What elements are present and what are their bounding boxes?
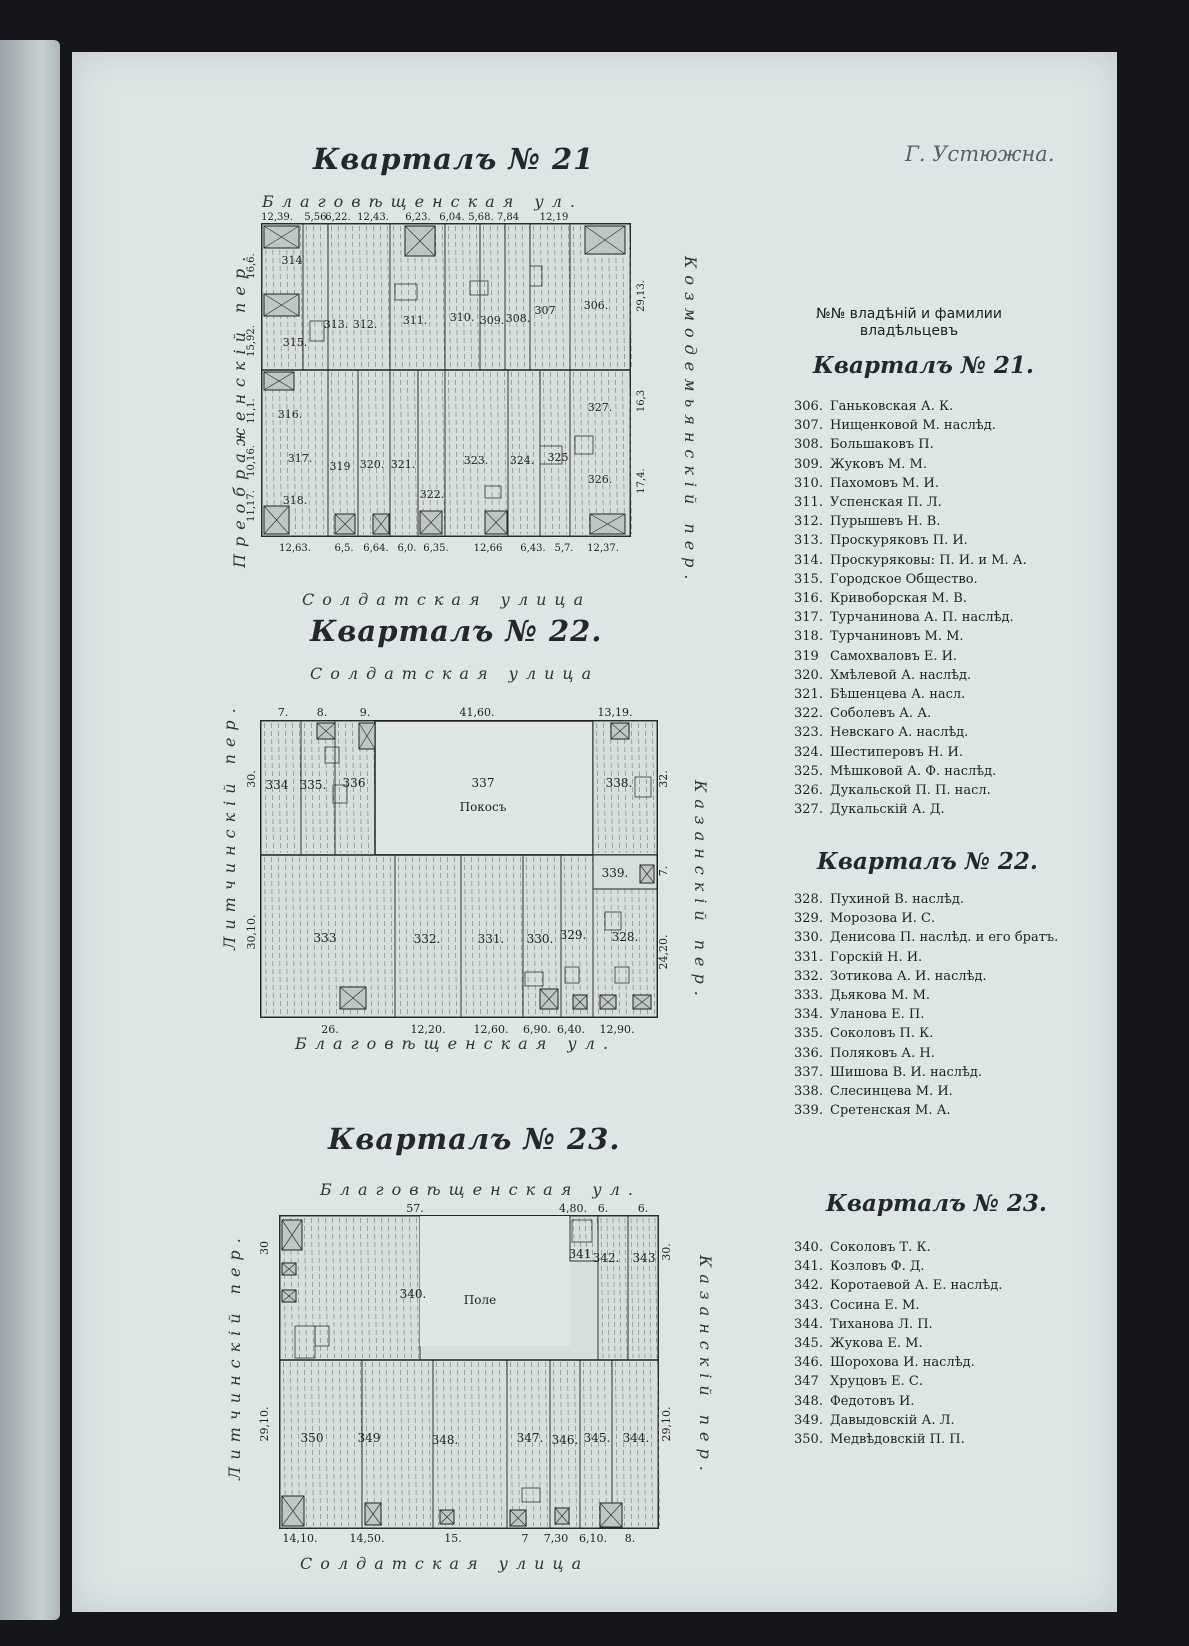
lot-number: 335. xyxy=(794,1026,823,1042)
lot-number: 315. xyxy=(794,571,823,587)
dimension-label: 7,30 xyxy=(543,1532,569,1545)
owner-name: Дукальской П. П. насл. xyxy=(830,783,991,799)
owner-entry xyxy=(794,928,1058,947)
owner-list-q21 xyxy=(794,397,1027,819)
owner-entry xyxy=(794,1005,1058,1024)
lot-number: 328. xyxy=(794,892,823,907)
lot-number: 329. xyxy=(794,911,823,927)
owner-entry xyxy=(794,781,1027,800)
lot-number: 323. xyxy=(794,725,823,741)
dimension-label: 30. xyxy=(660,1243,673,1261)
lot-label: 338. xyxy=(605,776,633,790)
lot-number: 347 xyxy=(794,1374,819,1390)
lot-number: 318. xyxy=(794,629,823,645)
map-title-q23: Кварталъ № 23. xyxy=(328,1122,621,1156)
owner-entry xyxy=(794,1044,1058,1063)
lot-label: 308. xyxy=(505,312,531,325)
dimension-label: 41,60. xyxy=(459,706,495,719)
dimension-label: 12,60. xyxy=(473,1023,509,1036)
dimension-label: 30. xyxy=(245,770,258,788)
lot-number: 349. xyxy=(794,1412,823,1428)
owner-name: Невскаго А. наслѣд. xyxy=(830,725,969,741)
lot-number: 307. xyxy=(794,418,823,434)
street-right-q23: Казанскій пер. xyxy=(696,1255,715,1478)
lot-number: 350. xyxy=(794,1432,823,1448)
street-left-q21: Преображенскій пер. xyxy=(230,249,249,568)
owner-name: Дьякова М. М. xyxy=(830,988,931,1004)
lot-label: 342. xyxy=(592,1251,620,1265)
lot-label: 325 xyxy=(547,451,569,464)
lot-label: 339. xyxy=(601,866,629,880)
dimension-label: 57. xyxy=(406,1202,424,1215)
lot-label: 334 xyxy=(265,778,289,792)
legend-title-q22: Кварталъ № 22. xyxy=(817,848,1038,875)
lot-number: 331. xyxy=(794,949,823,965)
owner-entry xyxy=(794,531,1027,550)
dimension-label: 8. xyxy=(316,706,328,719)
dimension-label: 12,37. xyxy=(587,543,619,554)
owner-name: Пухиной В. наслѣд. xyxy=(830,892,965,907)
lot-label: 350 xyxy=(300,1431,324,1445)
owner-entry xyxy=(794,1430,1002,1449)
street-right-q21: Козмодемьянскій пер. xyxy=(681,256,700,587)
owner-entry xyxy=(794,986,1058,1005)
dimension-label: 15. xyxy=(444,1532,462,1545)
owner-name: Проскуряковы: П. И. и М. А. xyxy=(830,552,1027,568)
owner-entry xyxy=(794,416,1027,435)
dimension-label: 11,17. xyxy=(246,490,257,522)
dimension-label: 14,10. xyxy=(282,1532,318,1545)
owner-name: Хмѣлевой А. наслѣд. xyxy=(830,667,972,683)
owner-name: Соболевъ А. А. xyxy=(830,706,932,722)
previous-page-edge xyxy=(0,40,60,1620)
owner-name: Медвѣдовскій П. П. xyxy=(830,1432,965,1448)
street-left-q23: Литчинскій пер. xyxy=(225,1231,244,1480)
owner-name: Пахомовъ М. И. xyxy=(830,475,939,491)
dimension-label: 24,20. xyxy=(657,934,670,970)
owner-entry xyxy=(794,627,1027,646)
dimension-label: 16,3 xyxy=(636,389,647,413)
owner-entry xyxy=(794,474,1027,493)
street-bottom-q22: Благовѣщенская ул. xyxy=(295,1034,616,1053)
owner-entry xyxy=(794,1101,1058,1120)
owner-name: Уланова Е. П. xyxy=(830,1007,925,1023)
lot-number: 326. xyxy=(794,783,823,799)
lot-label: 314 xyxy=(281,254,303,267)
owner-name: Ганьковская А. К. xyxy=(830,399,954,414)
lot-label: 322. xyxy=(419,488,445,501)
quarter-21-map xyxy=(240,206,680,586)
lot-label: 336 xyxy=(342,776,366,790)
dimension-label: 6,64. xyxy=(363,543,389,554)
owner-name: Козловъ Ф. Д. xyxy=(830,1259,925,1275)
dimension-label: 8. xyxy=(624,1532,636,1545)
lot-number: 337. xyxy=(794,1064,823,1080)
street-right-q22: Казанскій пер. xyxy=(691,780,710,1003)
dimension-label: 5,7. xyxy=(554,543,574,554)
lot-label: 313. xyxy=(323,318,349,331)
owner-entry xyxy=(794,909,1058,928)
owner-entry xyxy=(794,493,1027,512)
owner-name: Коротаевой А. Е. наслѣд. xyxy=(830,1278,1003,1294)
dimension-label: 6. xyxy=(637,1202,649,1215)
lot-label: 335. xyxy=(299,778,327,792)
lot-number: 322. xyxy=(794,706,823,722)
legend-title-q21: Кварталъ № 21. xyxy=(813,352,1034,379)
lot-number: 345. xyxy=(794,1336,823,1352)
owner-entry xyxy=(794,666,1027,685)
owner-entry xyxy=(794,890,1058,909)
lot-label: 348. xyxy=(431,1433,459,1447)
dimension-label: 29,13. xyxy=(636,280,647,312)
lot-number: 348. xyxy=(794,1393,823,1409)
map-title-q21: Кварталъ № 21 xyxy=(313,142,595,176)
owner-name: Сретенская М. А. xyxy=(830,1103,951,1119)
dimension-label: 17,4. xyxy=(636,468,647,494)
owner-name: Мѣшковой А. Ф. наслѣд. xyxy=(830,763,997,779)
lot-number: 332. xyxy=(794,968,823,984)
dimension-label: 12,19 xyxy=(539,212,569,223)
owner-entry xyxy=(794,685,1027,704)
lot-number: 330. xyxy=(794,930,823,946)
owner-name: Городское Общество. xyxy=(830,571,978,587)
lot-number: 314. xyxy=(794,552,823,568)
street-top-q23: Благовѣщенская ул. xyxy=(320,1180,641,1199)
owner-entry xyxy=(794,589,1027,608)
lot-label: 340. xyxy=(399,1287,427,1301)
lot-number: 336. xyxy=(794,1045,823,1061)
city-header: Г. Устюжна. xyxy=(905,142,1055,166)
legend-title-q23: Кварталъ № 23. xyxy=(826,1190,1047,1217)
quarter-22-map xyxy=(245,706,695,1057)
legend-heading: №№ владѣній и фамилии владѣльцевъ xyxy=(816,306,1002,339)
owner-entry xyxy=(794,608,1027,627)
owner-entry xyxy=(794,743,1027,762)
dimension-label: 26. xyxy=(321,1023,339,1036)
lot-number: 343. xyxy=(794,1297,823,1313)
lot-number: 317. xyxy=(794,610,823,626)
lot-number: 319 xyxy=(794,648,819,664)
dimension-label: 12,90. xyxy=(599,1023,635,1036)
lot-label: 332. xyxy=(413,932,441,946)
dimension-label: 10,16. xyxy=(246,445,257,477)
owner-entry xyxy=(794,948,1058,967)
dimension-label: 11,1. xyxy=(246,398,257,424)
lot-number: 308. xyxy=(794,437,823,453)
owner-name: Горскій Н. И. xyxy=(830,949,923,965)
dimension-label: 12,20. xyxy=(410,1023,446,1036)
dimension-label: 9. xyxy=(359,706,371,719)
dimension-label: 4,80. xyxy=(559,1202,587,1215)
owner-name: Кривоборская М. В. xyxy=(830,591,967,607)
owner-entry xyxy=(794,397,1027,416)
owner-name: Зотикова А. И. наслѣд. xyxy=(830,968,987,984)
owner-entry xyxy=(794,551,1027,570)
lot-label: 324. xyxy=(509,454,535,467)
owner-entry xyxy=(794,435,1027,454)
lot-label: 307 xyxy=(534,304,556,317)
lot-number: 316. xyxy=(794,591,823,607)
owner-name: Пурышевъ Н. В. xyxy=(830,514,941,530)
dimension-label: 15,92. xyxy=(246,325,257,357)
lot-label: 316. xyxy=(277,408,303,421)
dimension-label: 12,66 xyxy=(473,543,503,554)
dimension-label: 12,43. xyxy=(357,212,389,223)
owner-name: Шишова В. И. наслѣд. xyxy=(830,1064,982,1080)
owner-name: Денисова П. наслѣд. и его братъ. xyxy=(830,930,1059,946)
plot xyxy=(530,224,570,370)
lot-number: 346. xyxy=(794,1355,823,1371)
street-left-q22: Литчинскій пер. xyxy=(220,701,239,950)
lot-number: 325. xyxy=(794,763,823,779)
owner-entry xyxy=(794,723,1027,742)
lot-label: 315. xyxy=(282,336,308,349)
owner-name: Давыдовскій А. Л. xyxy=(830,1412,955,1428)
owner-entry xyxy=(794,1334,1002,1353)
street-top-q22: Солдатская улица xyxy=(310,664,600,683)
owner-name: Шестиперовъ Н. И. xyxy=(830,744,963,760)
lot-number: 320. xyxy=(794,667,823,683)
lot-label: 347. xyxy=(516,1431,544,1445)
owner-entry xyxy=(794,647,1027,666)
dimension-label: 6,43. xyxy=(520,543,546,554)
owner-name: Хруцовъ Е. С. xyxy=(830,1374,923,1390)
owner-entry xyxy=(794,1353,1002,1372)
lot-label: 328. xyxy=(611,930,639,944)
dimension-label: 32. xyxy=(657,770,670,788)
dimension-label: 6,22. xyxy=(325,212,351,223)
lot-number: 324. xyxy=(794,744,823,760)
owner-name: Успенская П. Л. xyxy=(830,495,942,511)
lot-number: 341. xyxy=(794,1259,823,1275)
dimension-label: 30 xyxy=(258,1241,271,1255)
owner-name: Соколовъ Т. К. xyxy=(830,1240,931,1255)
street-bottom-q23: Солдатская улица xyxy=(300,1554,590,1573)
owner-entry xyxy=(794,1082,1058,1101)
lot-label: 327. xyxy=(587,401,613,414)
owner-entry xyxy=(794,1296,1002,1315)
owner-name: Большаковъ П. xyxy=(830,437,934,453)
owner-name: Бѣшенцева А. насл. xyxy=(830,687,966,703)
dimension-label: 6,5. xyxy=(334,543,354,554)
owner-entry xyxy=(794,800,1027,819)
plot xyxy=(570,370,630,536)
dimension-label: 6,35. xyxy=(423,543,449,554)
field-label-pokos: Покосъ xyxy=(459,800,507,814)
dimension-label: 7 xyxy=(521,1532,529,1545)
dimension-label: 30,10. xyxy=(245,914,258,950)
street-bottom-q21: Солдатская улица xyxy=(302,590,592,609)
owner-entry xyxy=(794,1257,1002,1276)
dimension-label: 16,6. xyxy=(246,253,257,279)
owner-name: Слесинцева М. И. xyxy=(830,1084,953,1100)
lot-number: 344. xyxy=(794,1316,823,1332)
owner-entry xyxy=(794,1315,1002,1334)
lot-label: 309. xyxy=(479,314,505,327)
dimension-label: 7,84 xyxy=(496,212,520,223)
owner-entry xyxy=(794,570,1027,589)
dimension-label: 6. xyxy=(597,1202,609,1215)
lot-label: 323. xyxy=(463,454,489,467)
owner-name: Шорохова И. наслѣд. xyxy=(830,1355,975,1371)
lot-number: 310. xyxy=(794,475,823,491)
dimension-label: 7. xyxy=(657,865,670,877)
field-pole xyxy=(420,1216,570,1346)
lot-number: 327. xyxy=(794,802,823,818)
lot-label: 320. xyxy=(359,458,385,471)
owner-entry xyxy=(794,1063,1058,1082)
owner-name: Турчаниновъ М. М. xyxy=(830,629,964,645)
lot-number: 313. xyxy=(794,533,823,549)
lot-number: 340. xyxy=(794,1240,823,1255)
field-label-pole: Поле xyxy=(463,1293,497,1307)
owner-name: Нищенковой М. наслѣд. xyxy=(830,418,996,434)
lot-label: 331. xyxy=(477,932,505,946)
lot-label: 333 xyxy=(313,931,337,945)
lot-label: 318. xyxy=(282,494,308,507)
lot-label: 319 xyxy=(329,460,351,473)
lot-label: 345. xyxy=(583,1431,611,1445)
owner-name: Жукова Е. М. xyxy=(830,1336,923,1352)
dimension-label: 29,10. xyxy=(660,1406,673,1442)
lot-label: 330. xyxy=(526,932,554,946)
owner-entry xyxy=(794,1392,1002,1411)
dimension-label: 29,10. xyxy=(258,1406,271,1442)
lot-number: 311. xyxy=(794,495,823,511)
street-top-q21: Благовѣщенская ул. xyxy=(262,192,583,211)
dimension-label: 6,04. xyxy=(439,212,465,223)
lot-number: 339. xyxy=(794,1103,823,1119)
dimension-label: 6,23. xyxy=(405,212,431,223)
lot-number: 334. xyxy=(794,1007,823,1023)
owner-name: Соколовъ П. К. xyxy=(830,1026,934,1042)
dimension-label: 12,39. xyxy=(261,212,293,223)
owner-entry xyxy=(794,704,1027,723)
lot-label: 329. xyxy=(559,928,587,942)
map-title-q22: Кварталъ № 22. xyxy=(310,614,603,648)
owner-entry xyxy=(794,1411,1002,1430)
lot-label: 321. xyxy=(390,458,416,471)
lot-label: 341 xyxy=(568,1247,592,1261)
dimension-label: 14,50. xyxy=(349,1532,385,1545)
dimension-label: 6,10. xyxy=(579,1532,607,1545)
lot-number: 309. xyxy=(794,456,823,472)
dimension-label: 6,40. xyxy=(557,1023,585,1036)
lot-label: 343 xyxy=(632,1251,656,1265)
lot-number: 306. xyxy=(794,399,823,414)
dimension-label: 6,0. xyxy=(397,543,417,554)
dimension-label: 13,19. xyxy=(597,706,633,719)
dimension-label: 7. xyxy=(277,706,289,719)
owner-entry xyxy=(794,1372,1002,1391)
owner-entry xyxy=(794,967,1058,986)
owner-name: Морозова И. С. xyxy=(830,911,936,927)
owner-name: Поляковъ А. Н. xyxy=(830,1045,935,1061)
owner-entry xyxy=(794,762,1027,781)
lot-number: 321. xyxy=(794,687,823,703)
lot-label: 326. xyxy=(587,473,613,486)
owner-list-q22 xyxy=(794,890,1058,1120)
lot-label: 317. xyxy=(287,452,313,465)
lot-label: 312. xyxy=(352,318,378,331)
lot-label: 311. xyxy=(402,314,428,327)
lot-number: 333. xyxy=(794,988,823,1004)
owner-entry xyxy=(794,455,1027,474)
dimension-label: 12,63. xyxy=(279,543,311,554)
owner-list-q23 xyxy=(794,1238,1002,1449)
dimension-label: 6,90. xyxy=(523,1023,551,1036)
owner-name: Тиханова Л. П. xyxy=(830,1316,933,1332)
lot-number: 338. xyxy=(794,1084,823,1100)
owner-name: Самохваловъ Е. И. xyxy=(830,648,958,664)
owner-name: Сосина Е. М. xyxy=(830,1297,920,1313)
lot-label: 306. xyxy=(583,299,609,312)
quarter-23-map xyxy=(260,1198,700,1548)
owner-entry xyxy=(794,512,1027,531)
lot-label: 337 xyxy=(471,776,495,790)
lot-label: 346. xyxy=(551,1433,579,1447)
owner-name: Дукальскій А. Д. xyxy=(830,802,945,818)
owner-entry xyxy=(794,1238,1002,1257)
owner-name: Жуковъ М. М. xyxy=(830,456,927,472)
lot-number: 342. xyxy=(794,1278,823,1294)
lot-label: 349 xyxy=(357,1431,381,1445)
dimension-label: 5,68. xyxy=(468,212,494,223)
owner-name: Проскуряковъ П. И. xyxy=(830,533,968,549)
lot-label: 344. xyxy=(622,1431,650,1445)
lot-label: 310. xyxy=(449,311,475,324)
owner-entry xyxy=(794,1024,1058,1043)
owner-name: Федотовъ И. xyxy=(830,1393,915,1409)
owner-name: Турчанинова А. П. наслѣд. xyxy=(830,610,1014,626)
lot-number: 312. xyxy=(794,514,823,530)
dimension-label: 5,56. xyxy=(304,212,330,223)
owner-entry xyxy=(794,1276,1002,1295)
